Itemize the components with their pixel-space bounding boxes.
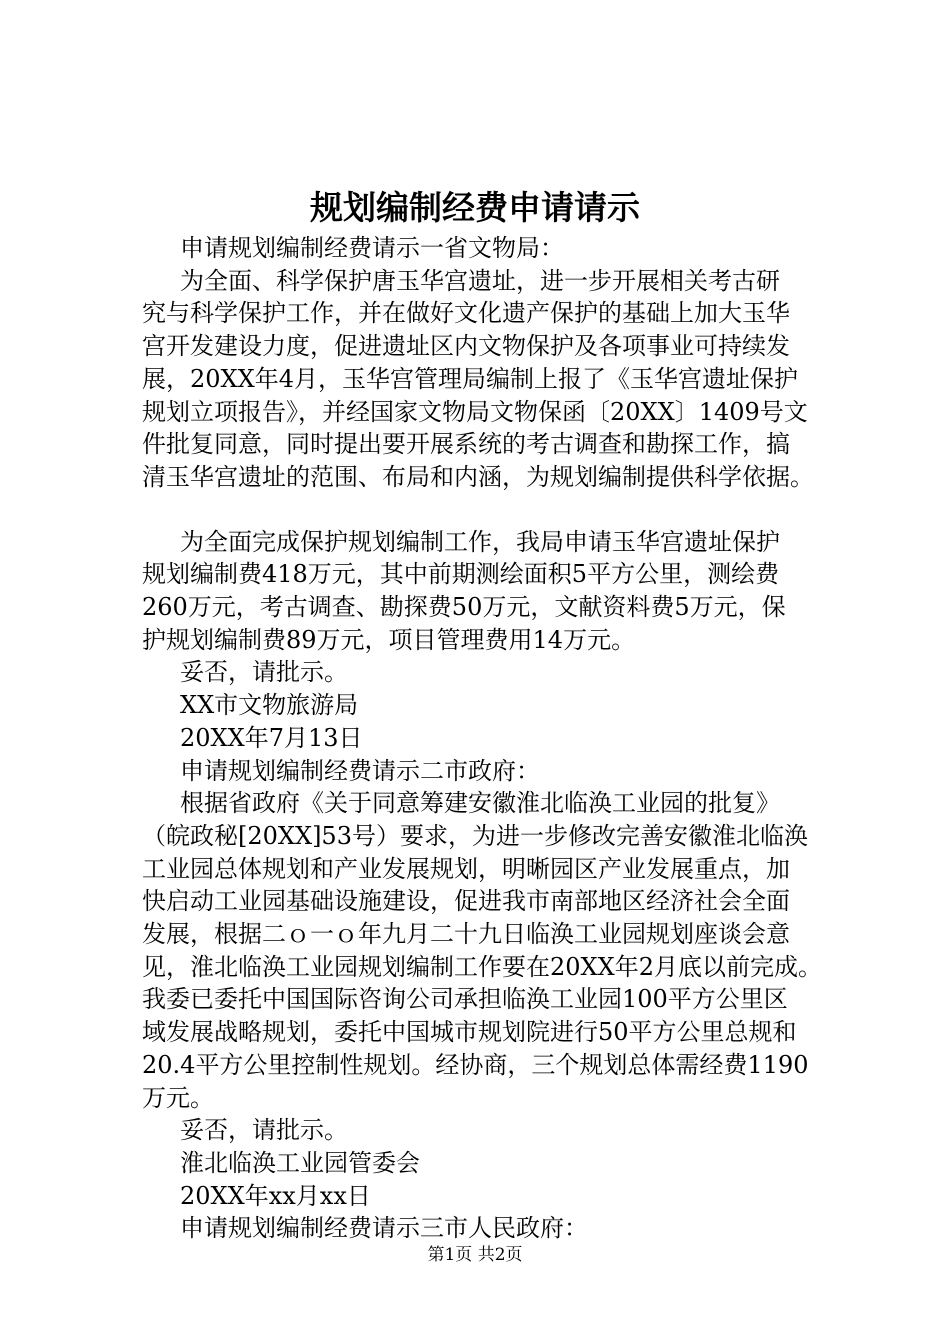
text-line: 260万元，考古调查、勘探费50万元，文献资料费5万元，保	[142, 593, 786, 622]
text-line: 20XX年7月13日	[180, 723, 363, 752]
text-line: 护规划编制费89万元，项目管理费用14万元。	[142, 625, 636, 654]
text-line: 发展，根据二ｏ一ｏ年九月二十九日临涣工业园规划座谈会意	[142, 920, 790, 949]
text-line: 妥否，请批示。	[180, 658, 348, 687]
document-title: 规划编制经费申请请示	[310, 188, 640, 227]
text-line: 展，20XX年4月，玉华宫管理局编制上报了《玉华宫遗址保护	[142, 364, 798, 393]
text-line: 规划编制费418万元，其中前期测绘面积5平方公里，测绘费	[142, 560, 780, 589]
page-footer: 第1页 共2页	[427, 1245, 523, 1265]
text-line: （皖政秘[20XX]53号）要求，为进一步修改完善安徽淮北临涣	[142, 821, 808, 850]
text-line: 域发展战略规划，委托中国城市规划院进行50平方公里总规和	[142, 1018, 797, 1047]
text-line: 规划立项报告》，并经国家文物局文物保函〔20XX〕1409号文	[142, 397, 808, 426]
text-line: 淮北临涣工业园管委会	[180, 1148, 420, 1177]
text-line: 妥否，请批示。	[180, 1116, 348, 1145]
text-line: 20.4平方公里控制性规划。经协商，三个规划总体需经费1190	[142, 1050, 809, 1079]
text-line: 万元。	[142, 1083, 214, 1112]
text-line: 申请规划编制经费请示二市政府：	[180, 756, 540, 785]
text-line: 申请规划编制经费请示一省文物局：	[180, 234, 564, 262]
text-line: 根据省政府《关于同意筹建安徽淮北临涣工业园的批复》	[180, 789, 780, 818]
text-line: 为全面、科学保护唐玉华宫遗址，进一步开展相关考古研	[180, 266, 780, 295]
text-line: 我委已委托中国国际咨询公司承担临涣工业园100平方公里区	[142, 985, 788, 1014]
text-line: 申请规划编制经费请示三市人民政府：	[180, 1214, 588, 1243]
text-line: 工业园总体规划和产业发展规划，明晰园区产业发展重点，加	[142, 854, 790, 883]
text-line: 件批复同意，同时提出要开展系统的考古调查和勘探工作，搞	[142, 430, 790, 459]
text-line: 见，淮北临涣工业园规划编制工作要在20XX年2月底以前完成。	[142, 952, 822, 981]
text-line: 清玉华宫遗址的范围、布局和内涵，为规划编制提供科学依据。	[142, 462, 814, 491]
paragraph-gap	[142, 494, 862, 526]
text-line: 20XX年xx月xx日	[180, 1181, 371, 1210]
document-body	[142, 232, 862, 1245]
text-line: 为全面完成保护规划编制工作，我局申请玉华宫遗址保护	[180, 527, 780, 556]
text-line: XX市文物旅游局	[180, 691, 359, 720]
text-line: 究与科学保护工作，并在做好文化遗产保护的基础上加大玉华	[142, 299, 790, 328]
text-line: 宫开发建设力度，促进遗址区内文物保护及各项事业可持续发	[142, 332, 790, 361]
text-line: 快启动工业园基础设施建设，促进我市南部地区经济社会全面	[142, 887, 790, 916]
